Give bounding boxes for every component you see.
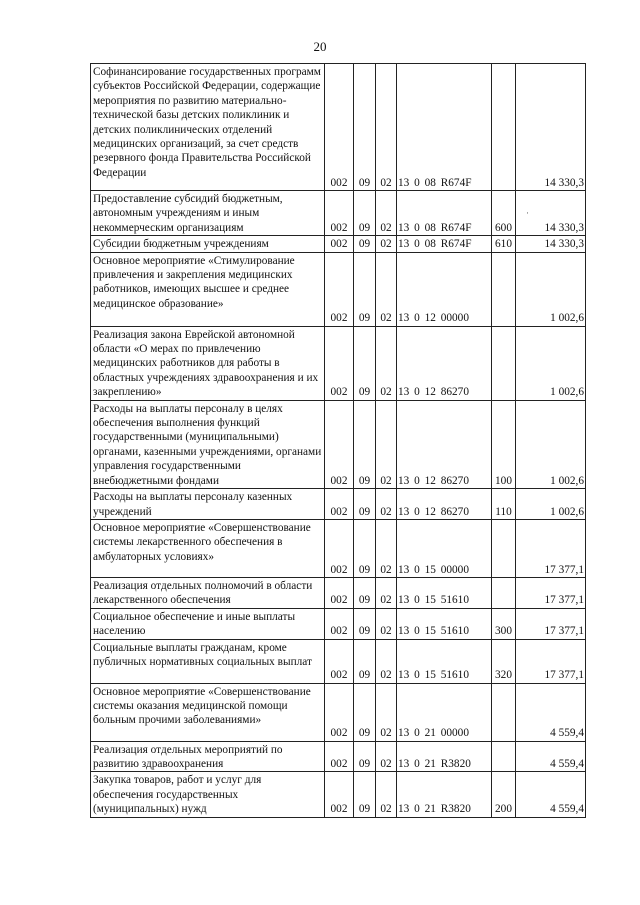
table-row — [91, 400, 586, 488]
target-article-part: 0 — [414, 594, 420, 607]
target-article-cell — [397, 64, 492, 191]
page-number: 20 — [313, 39, 327, 54]
target-article-cell — [397, 191, 492, 236]
expense-type-cell — [492, 252, 516, 326]
target-article-cell — [397, 400, 492, 488]
admin-code-cell: 002 — [325, 741, 354, 772]
admin-code-cell: 002 — [325, 683, 354, 741]
table-row — [91, 741, 586, 772]
target-article-part: 12 — [424, 505, 436, 518]
target-article-part: 15 — [424, 625, 436, 638]
amount-cell: 4 559,4 — [516, 741, 586, 772]
amount-cell: 17 377,1 — [516, 608, 586, 639]
target-article-cell — [397, 772, 492, 817]
row-name-cell: Закупка товаров, работ и услуг для обеспечения государственных (муниципальных) нужд — [91, 772, 325, 817]
amount-cell: 17 377,1 — [516, 577, 586, 608]
section-code-cell: 09 — [354, 519, 376, 577]
expense-type-cell: 200 — [492, 772, 516, 817]
table-row — [91, 326, 586, 400]
admin-code-cell: 002 — [325, 772, 354, 817]
target-article-part: 15 — [424, 563, 436, 576]
amount-cell: 1 002,6 — [516, 489, 586, 520]
table-row — [91, 683, 586, 741]
admin-code-cell: 002 — [325, 64, 354, 191]
target-article-part: 13 — [398, 625, 410, 638]
target-article-cell — [397, 236, 492, 252]
target-article-part: 00000 — [440, 727, 469, 740]
target-article-part: R3820 — [440, 757, 471, 770]
subsection-code-cell: 02 — [376, 191, 397, 236]
target-article-part: 13 — [398, 474, 410, 487]
target-article-part: R674F — [440, 238, 472, 251]
admin-code-cell: 002 — [325, 400, 354, 488]
target-article-part: 13 — [398, 312, 410, 325]
admin-code-cell: 002 — [325, 519, 354, 577]
target-article-part: 08 — [424, 221, 436, 234]
admin-code-cell: 002 — [325, 252, 354, 326]
target-article-part: 0 — [414, 803, 420, 816]
section-code-cell: 09 — [354, 608, 376, 639]
target-article-part: 86270 — [440, 505, 469, 518]
target-article-part: 21 — [424, 803, 436, 816]
table-row — [91, 489, 586, 520]
row-name-cell: Основное мероприятие «Совершенствование системы лекарственного обеспечения в амбулаторных условиях» — [91, 519, 325, 577]
row-name-cell: Основное мероприятие «Совершенствование системы оказания медицинской помощи больным прочими заболеваниями» — [91, 683, 325, 741]
row-name-cell: Социальное обеспечение и иные выплаты населению — [91, 608, 325, 639]
target-article-cell — [397, 326, 492, 400]
subsection-code-cell: 02 — [376, 608, 397, 639]
target-article-part: 13 — [398, 505, 410, 518]
budget-table-body — [91, 64, 586, 818]
table-row — [91, 639, 586, 683]
subsection-code-cell: 02 — [376, 639, 397, 683]
section-code-cell: 09 — [354, 741, 376, 772]
subsection-code-cell: 02 — [376, 489, 397, 520]
amount-cell: 1 002,6 — [516, 252, 586, 326]
target-article-part: 13 — [398, 757, 410, 770]
target-article-cell — [397, 741, 492, 772]
row-name-cell: Реализация отдельных полномочий в области лекарственного обеспечения — [91, 577, 325, 608]
target-article-cell — [397, 489, 492, 520]
section-code-cell: 09 — [354, 326, 376, 400]
target-article-part: 0 — [414, 238, 420, 251]
admin-code-cell: 002 — [325, 191, 354, 236]
amount-cell: 14 330,3 — [516, 191, 586, 236]
section-code-cell: 09 — [354, 772, 376, 817]
target-article-part: 12 — [424, 386, 436, 399]
amount-cell: 17 377,1 — [516, 639, 586, 683]
row-name-cell: Основное мероприятие «Стимулирование привлечения и закрепления медицинских работников, имеющих высшее и среднее медицинское образование» — [91, 252, 325, 326]
subsection-code-cell: 02 — [376, 519, 397, 577]
row-name-cell: Реализация закона Еврейской автономной области «О мерах по привлечению медицинских работников для работы в областных учреждениях здравоохранения и их закреплению» — [91, 326, 325, 400]
table-row — [91, 191, 586, 236]
subsection-code-cell: 02 — [376, 741, 397, 772]
target-article-part: 21 — [424, 727, 436, 740]
budget-table — [90, 63, 586, 818]
row-name-cell: Субсидии бюджетным учреждениям — [91, 236, 325, 252]
section-code-cell: 09 — [354, 64, 376, 191]
expense-type-cell — [492, 577, 516, 608]
amount-cell: 17 377,1 — [516, 519, 586, 577]
table-row — [91, 64, 586, 191]
section-code-cell: 09 — [354, 489, 376, 520]
expense-type-cell: 320 — [492, 639, 516, 683]
section-code-cell: 09 — [354, 191, 376, 236]
target-article-part: 00000 — [440, 312, 469, 325]
subsection-code-cell: 02 — [376, 236, 397, 252]
target-article-part: 0 — [414, 312, 420, 325]
section-code-cell: 09 — [354, 252, 376, 326]
table-row — [91, 772, 586, 817]
target-article-part: 51610 — [440, 669, 469, 682]
target-article-cell — [397, 577, 492, 608]
target-article-cell — [397, 639, 492, 683]
row-name-cell: Реализация отдельных мероприятий по развитию здравоохранения — [91, 741, 325, 772]
target-article-cell — [397, 683, 492, 741]
section-code-cell: 09 — [354, 236, 376, 252]
section-code-cell: 09 — [354, 639, 376, 683]
target-article-part: 13 — [398, 669, 410, 682]
row-name-cell: Софинансирование государственных программ субъектов Российской Федерации, содержащие мероприятия по развитию материально-технической базы детских поликлиник и детских поликлинических отделений медицинских организаций, за счет средств резервного фонда Правительства Российской Федерации — [91, 64, 325, 191]
target-article-part: R674F — [440, 176, 472, 189]
expense-type-cell: 610 — [492, 236, 516, 252]
subsection-code-cell: 02 — [376, 683, 397, 741]
expense-type-cell — [492, 683, 516, 741]
subsection-code-cell: 02 — [376, 577, 397, 608]
target-article-part: 0 — [414, 563, 420, 576]
row-name-cell: Расходы на выплаты персоналу казенных учреждений — [91, 489, 325, 520]
target-article-part: 12 — [424, 312, 436, 325]
expense-type-cell: 300 — [492, 608, 516, 639]
expense-type-cell — [492, 741, 516, 772]
target-article-part: 86270 — [440, 474, 469, 487]
target-article-part: 0 — [414, 727, 420, 740]
target-article-part: 13 — [398, 563, 410, 576]
expense-type-cell — [492, 519, 516, 577]
amount-cell: 4 559,4 — [516, 683, 586, 741]
amount-cell: 1 002,6 — [516, 400, 586, 488]
target-article-cell — [397, 608, 492, 639]
expense-type-cell — [492, 326, 516, 400]
target-article-part: 08 — [424, 238, 436, 251]
target-article-part: 13 — [398, 727, 410, 740]
admin-code-cell: 002 — [325, 489, 354, 520]
table-row — [91, 236, 586, 252]
target-article-part: 0 — [414, 474, 420, 487]
expense-type-cell: 100 — [492, 400, 516, 488]
amount-cell: 4 559,4 — [516, 772, 586, 817]
target-article-part: 13 — [398, 221, 410, 234]
table-row — [91, 577, 586, 608]
table-row — [91, 519, 586, 577]
target-article-part: 0 — [414, 176, 420, 189]
target-article-part: 13 — [398, 238, 410, 251]
target-article-part: 86270 — [440, 386, 469, 399]
admin-code-cell: 002 — [325, 639, 354, 683]
section-code-cell: 09 — [354, 400, 376, 488]
expense-type-cell: 110 — [492, 489, 516, 520]
target-article-part: 0 — [414, 221, 420, 234]
target-article-part: 13 — [398, 803, 410, 816]
target-article-part: R674F — [440, 221, 472, 234]
target-article-part: 0 — [414, 625, 420, 638]
target-article-part: 15 — [424, 669, 436, 682]
target-article-part: R3820 — [440, 803, 471, 816]
table-row — [91, 608, 586, 639]
target-article-part: 51610 — [440, 594, 469, 607]
amount-cell: 1 002,6 — [516, 326, 586, 400]
section-code-cell: 09 — [354, 683, 376, 741]
scan-speck: · — [526, 208, 529, 218]
target-article-part: 21 — [424, 757, 436, 770]
target-article-part: 0 — [414, 386, 420, 399]
target-article-part: 12 — [424, 474, 436, 487]
admin-code-cell: 002 — [325, 326, 354, 400]
amount-cell: 14 330,3 — [516, 236, 586, 252]
row-name-cell: Социальные выплаты гражданам, кроме публичных нормативных социальных выплат — [91, 639, 325, 683]
target-article-part: 00000 — [440, 563, 469, 576]
target-article-cell — [397, 519, 492, 577]
admin-code-cell: 002 — [325, 577, 354, 608]
table-row — [91, 252, 586, 326]
target-article-cell — [397, 252, 492, 326]
target-article-part: 0 — [414, 757, 420, 770]
subsection-code-cell: 02 — [376, 772, 397, 817]
admin-code-cell: 002 — [325, 608, 354, 639]
target-article-part: 13 — [398, 386, 410, 399]
target-article-part: 13 — [398, 594, 410, 607]
target-article-part: 13 — [398, 176, 410, 189]
subsection-code-cell: 02 — [376, 64, 397, 191]
target-article-part: 51610 — [440, 625, 469, 638]
expense-type-cell — [492, 64, 516, 191]
amount-cell: 14 330,3 — [516, 64, 586, 191]
target-article-part: 08 — [424, 176, 436, 189]
target-article-part: 15 — [424, 594, 436, 607]
section-code-cell: 09 — [354, 577, 376, 608]
row-name-cell: Предоставление субсидий бюджетным, автономным учреждениям и иным некоммерческим организациям — [91, 191, 325, 236]
subsection-code-cell: 02 — [376, 326, 397, 400]
admin-code-cell: 002 — [325, 236, 354, 252]
target-article-part: 0 — [414, 669, 420, 682]
expense-type-cell: 600 — [492, 191, 516, 236]
row-name-cell: Расходы на выплаты персоналу в целях обеспечения выполнения функций государственными (муниципальными) органами, казенными учреждениями, органами управления государственными внебюджетными фондами — [91, 400, 325, 488]
subsection-code-cell: 02 — [376, 400, 397, 488]
target-article-part: 0 — [414, 505, 420, 518]
subsection-code-cell: 02 — [376, 252, 397, 326]
